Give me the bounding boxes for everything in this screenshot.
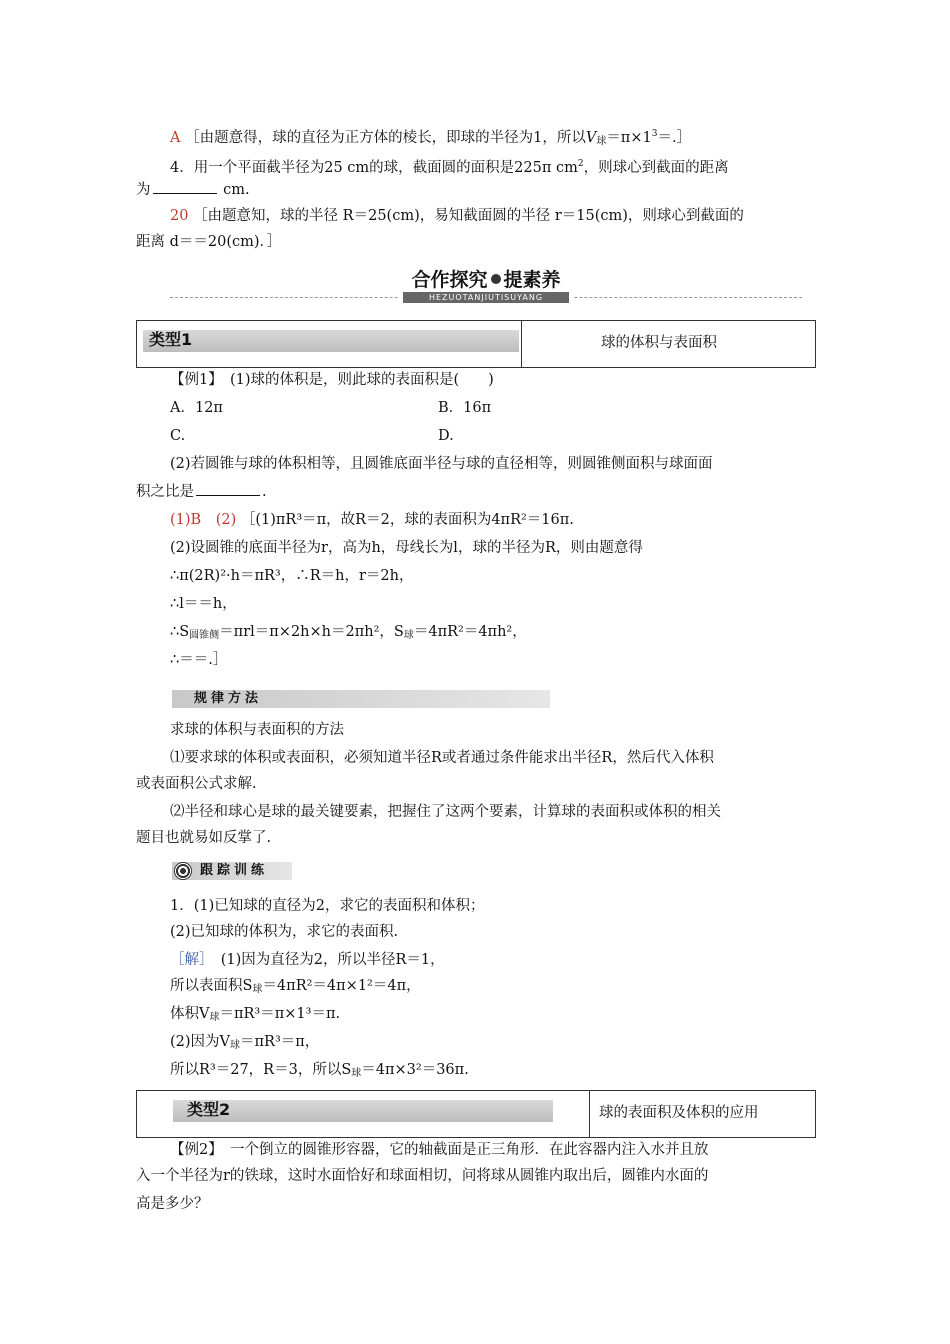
method-p1-line1: ⑴要求球的体积或表面积，必须知道半径R或者通过条件能求出半径R，然后代入体积 — [170, 750, 714, 766]
subscript: 球 — [252, 984, 263, 995]
bullet-icon — [491, 274, 501, 284]
q3-answer — [170, 124, 691, 152]
practice-sol-line2 — [170, 976, 421, 1000]
banner-pinyin: HEZUOTANJIUTISUYANG — [403, 292, 569, 303]
solution-text: ＝πR³＝π×1³＝π. — [219, 1006, 341, 1022]
solution-text: ＝4πR²＝4π×1²＝4π， — [262, 978, 421, 994]
practice-q1: 1．(1)已知球的直径为2，求它的表面积和体积； — [170, 898, 485, 914]
ex1-stem: 【例1】 (1)球的体积是，则此球的表面积是( ) — [170, 372, 494, 388]
type-topic: 球的表面积及体积的应用 — [599, 1105, 759, 1121]
q4-text: cm. — [218, 182, 250, 198]
subscript: 球 — [351, 1068, 362, 1079]
answer-text: ∴S — [170, 624, 190, 640]
ex1-option-d: D. — [438, 428, 454, 444]
method-bar — [172, 690, 550, 708]
method-title: 求球的体积与表面积的方法 — [170, 722, 344, 738]
type-tag: 类型2 — [187, 1100, 231, 1119]
answer-number: 20 — [170, 208, 189, 224]
target-icon — [174, 862, 192, 880]
solution-text: ＝4π×3²＝36π. — [361, 1062, 469, 1078]
q4-text: 为 — [136, 182, 151, 198]
solution-text: 所以R³＝27，R＝3，所以S — [170, 1062, 352, 1078]
practice-bar-label: 跟踪训练 — [200, 863, 269, 878]
subscript: 球 — [209, 1012, 220, 1023]
type-tag: 类型1 — [149, 330, 193, 349]
ex1-answer-line2: (2)设圆锥的底面半径为r，高为h，母线长为l，球的半径为R，则由题意得 — [170, 540, 643, 556]
q4-answer-line2: 距离 d＝＝20(cm)．］ — [136, 234, 282, 250]
ex2-line1: 【例2】 一个倒立的圆锥形容器，它的轴截面是正三角形．在此容器内注入水并且放 — [170, 1142, 709, 1158]
type2-header — [136, 1090, 816, 1138]
ex1-option-c: C. — [170, 428, 186, 444]
subscript: 球 — [596, 136, 607, 147]
divider — [589, 1091, 590, 1137]
ex1-option-a: A．12π — [170, 400, 223, 416]
type1-header — [136, 320, 816, 368]
ex1-answer-line6: ∴＝＝.］ — [170, 652, 228, 668]
subscript: 球 — [230, 1040, 241, 1051]
subscript: 圆锥侧 — [189, 630, 220, 641]
superscript: 2 — [577, 159, 584, 169]
ex1-q2-line2: 积之比是 . — [136, 484, 267, 500]
answer-text: ［(1)πR³＝π，故R＝2，球的表面积为4πR²＝16π. — [240, 512, 574, 528]
q4-text: 4．用一个平面截半径为25 cm的球，截面圆的面积是225π cm — [170, 160, 578, 176]
var-v: V — [585, 130, 597, 146]
type-tag-bar — [143, 330, 519, 352]
answer-head: (1)B (2) — [170, 512, 237, 528]
q4-line2 — [136, 180, 250, 200]
answer-text: ［由题意得，球的直径为正方体的棱长，即球的半径为1，所以 — [185, 130, 586, 146]
practice-sol-line4 — [170, 1032, 319, 1056]
solution-text: 所以表面积S — [170, 978, 253, 994]
ex1-answer-line4: ∴l＝＝h， — [170, 596, 237, 612]
ex1-answer-line1 — [170, 510, 574, 530]
subscript: 球 — [403, 630, 414, 641]
banner-title-a: 合作探究 — [411, 269, 488, 291]
answer-letter: A — [170, 130, 181, 146]
practice-sol-line3 — [170, 1004, 340, 1028]
answer-text: ＝πrl＝π×2h×h＝2πh²，S — [219, 624, 404, 640]
ex2-line2: 入一个半径为r的铁球，这时水面恰好和球面相切，问将球从圆锥内取出后，圆锥内水面的 — [136, 1168, 709, 1184]
divider — [521, 321, 522, 367]
solution-text: (2)因为V — [170, 1034, 231, 1050]
q4-text: ，则球心到截面的距离 — [583, 160, 729, 176]
banner-title-b: 提素养 — [503, 269, 561, 291]
ex1-q2-text: 积之比是 — [136, 484, 194, 500]
solution-text: 体积V — [170, 1006, 210, 1022]
solution-text: (1)因为直径为2，所以半径R＝1， — [206, 952, 445, 968]
q4-line1 — [170, 154, 729, 178]
ex1-option-b: B．16π — [438, 400, 492, 416]
answer-blank — [196, 483, 260, 496]
answer-text: ＝4πR²＝4πh²， — [413, 624, 527, 640]
ex2-line3: 高是多少？ — [136, 1196, 209, 1212]
practice-sol-line5 — [170, 1060, 469, 1084]
practice-sol-line1 — [170, 950, 445, 970]
section-banner — [170, 268, 802, 308]
type-topic: 球的体积与表面积 — [601, 335, 717, 351]
method-p1-line2: 或表面积公式求解. — [136, 776, 257, 792]
q4-answer-line1 — [170, 206, 744, 226]
solution-text: ＝πR³＝π， — [240, 1034, 320, 1050]
method-p2-line2: 题目也就易如反掌了. — [136, 830, 272, 846]
superscript: 3 — [651, 129, 658, 139]
answer-text: ［由题意知，球的半径 R＝25(cm)，易知截面圆的半径 r＝15(cm)，则球心到截面的 — [193, 208, 744, 224]
ex1-answer-line5 — [170, 622, 527, 646]
method-bar-label: 规律方法 — [194, 691, 263, 706]
ex1-q2-line1: (2)若圆锥与球的体积相等，且圆锥底面半径与球的直径相等，则圆锥侧面积与球面面 — [170, 456, 713, 472]
ex1-answer-line3: ∴π(2R)²·h＝πR³，∴R＝h，r＝2h， — [170, 568, 414, 584]
answer-text: ＝.］ — [657, 130, 692, 146]
answer-text: ＝π×1 — [606, 130, 652, 146]
method-p2-line1: ⑵半径和球心是球的最关键要素，把握住了这两个要素，计算球的表面积或体积的相关 — [170, 804, 721, 820]
solution-tag: ［解］ — [170, 952, 207, 968]
answer-blank — [153, 181, 217, 194]
practice-q2: (2)已知球的体积为，求它的表面积. — [170, 924, 399, 940]
